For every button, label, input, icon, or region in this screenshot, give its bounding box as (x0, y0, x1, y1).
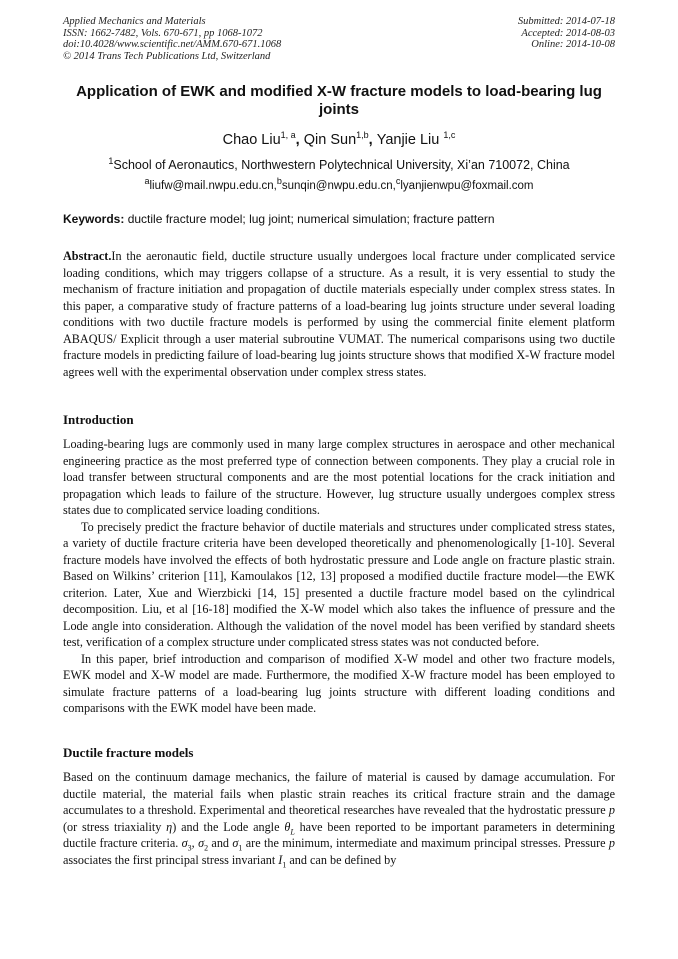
journal-issn: ISSN: 1662-7482, Vols. 670-671, pp 1068-1072 (63, 27, 263, 39)
email-link[interactable]: liufw@mail.nwpu.edu.cn, (149, 180, 277, 192)
abstract-text: In the aeronautic field, ductile structure usually undergoes local fracture under complicated service loading conditions, which may triggers collapse of a structure. As a result, it is very essential to study the mechanism of fracture initiation and propagation of ductile materials especially under complex stress states. In this paper, a comparative study of fracture patterns of a load-bearing lug joints structure under several loading conditions with two ductile fracture models is performed by using the commercial finite element platform ABAQUS/ Explicit through a user material subroutine VUMAT. The numerical comparisons using two ductile fracture models in predicting failure of load-bearing lug joints structure shows that modified X-W fracture model agrees well with the experimental observation under complex stress states. (63, 249, 615, 379)
ductile-models-heading: Ductile fracture models (63, 745, 194, 760)
journal-copyright: © 2014 Trans Tech Publications Ltd, Switzerland (63, 50, 271, 62)
journal-doi: doi:10.4028/www.scientific.net/AMM.670-671.1068 (63, 39, 282, 50)
submission-dates (518, 16, 615, 51)
submitted-date: Submitted: 2014-07-18 (517, 16, 615, 27)
affiliation (63, 155, 615, 173)
email-link[interactable]: lyanjienwpu@foxmail.com (400, 180, 534, 192)
intro-paragraph: In this paper, brief introduction and comparison of modified X-W model and other two fracture models, EWK model and X-W model are made. Furthermore, the modified X-W fracture model has been employed to simulate fracture patterns of a load-bearing lug joints structure with different loading conditions and comparisons with the EWK model have been made. (63, 651, 615, 715)
keywords-text: ductile fracture model; lug joint; numerical simulation; fracture pattern (127, 212, 495, 226)
email-mark: b (276, 176, 282, 187)
author-name: Yanjie Liu (376, 132, 440, 148)
accepted-date: Accepted: 2014-08-03 (521, 27, 615, 39)
journal-name: Applied Mechanics and Materials (63, 16, 206, 27)
journal-info (63, 16, 281, 62)
author-emails (63, 176, 615, 193)
affiliation-mark: 1 (108, 155, 114, 166)
ductile-paragraph: Based on the continuum damage mechanics, the failure of material is caused by damage accumulation. For ductile material, the material fails when plastic strain reaches its critical fracture strain and the damage accumulates to a threshold. Experimental and theoretical researches have revealed that the hydrostatic pressure p (or stress triaxiality η) and the Lode angle $\theta_L$ have been reported to be important parameters in determining ductile fracture criteria. $\sigma_3$, $\sigma_2$ and $\sigma_1$ are the minimum, intermediate and maximum principal stresses. Pressure p associates the first principal stress invariant $I_1$ and can be defined by (63, 770, 615, 869)
ductile-models-section (63, 769, 615, 868)
author-name: Chao Liu (222, 132, 281, 148)
email-mark: a (144, 176, 150, 187)
author-affiliation-mark: 1,b (356, 130, 369, 141)
intro-paragraph: Loading-bearing lugs are commonly used in many large complex structures in aerospace and other mechanical engineering practice as the most preferred type of connection between components. They play a crucial role in load transfer between structural components and are the most potential locations for the crack initiation and propagation which leads to failure of the structure. However, lug structure usually undergoes complex stress states due to complicated service loading conditions. (63, 437, 615, 517)
keywords (63, 212, 615, 227)
abstract-label: Abstract. (63, 249, 112, 263)
author-affiliation-mark: 1,c (443, 130, 456, 141)
affiliation-text: School of Aeronautics, Northwestern Polytechnical University, Xi’an 710072, China (113, 158, 570, 172)
author-name: Qin Sun (303, 132, 357, 148)
author-list: Chao Liu$^{1, a}$, Qin Sun$^{1,b}$, Yanjie Liu $^{1,c}$ (222, 130, 456, 148)
author-affiliation-mark: 1, a (280, 130, 296, 141)
online-date: Online: 2014-10-08 (531, 39, 615, 50)
intro-paragraph: To precisely predict the fracture behavior of ductile materials and structures under complicated stress states, a variety of ductile fracture criteria have been developed theoretically and phenomenologically [1-10]. Several fracture models have involved the effects of both hydrostatic pressure and Lode angle on fracture plastic strain. Based on Wilkins’ criterion [11], Kamoulakos [12, 13] proposed a modified ductile fracture model—the EWK criterion. Later, Xue and Wierzbicki [14, 15] presented a ductile fracture model based on the cylindrical decomposition. Liu, et al [16-18] modified the X-W model which also takes the influence of pressure and the Lode angle into consideration. Although the validation of the novel model has been verified by standard sheets test, verification of a complex structure under complicated stress states was not conducted before. (63, 519, 615, 649)
introduction-heading: Introduction (63, 412, 134, 427)
keywords-label: Keywords: (63, 212, 125, 226)
introduction-section (63, 436, 615, 717)
email-link[interactable]: sunqin@nwpu.edu.cn, (281, 180, 396, 192)
abstract (63, 248, 615, 380)
paper-title: Application of EWK and modified X-W fracture models to load-bearing lug joints (76, 83, 602, 118)
email-mark: c (395, 176, 401, 187)
